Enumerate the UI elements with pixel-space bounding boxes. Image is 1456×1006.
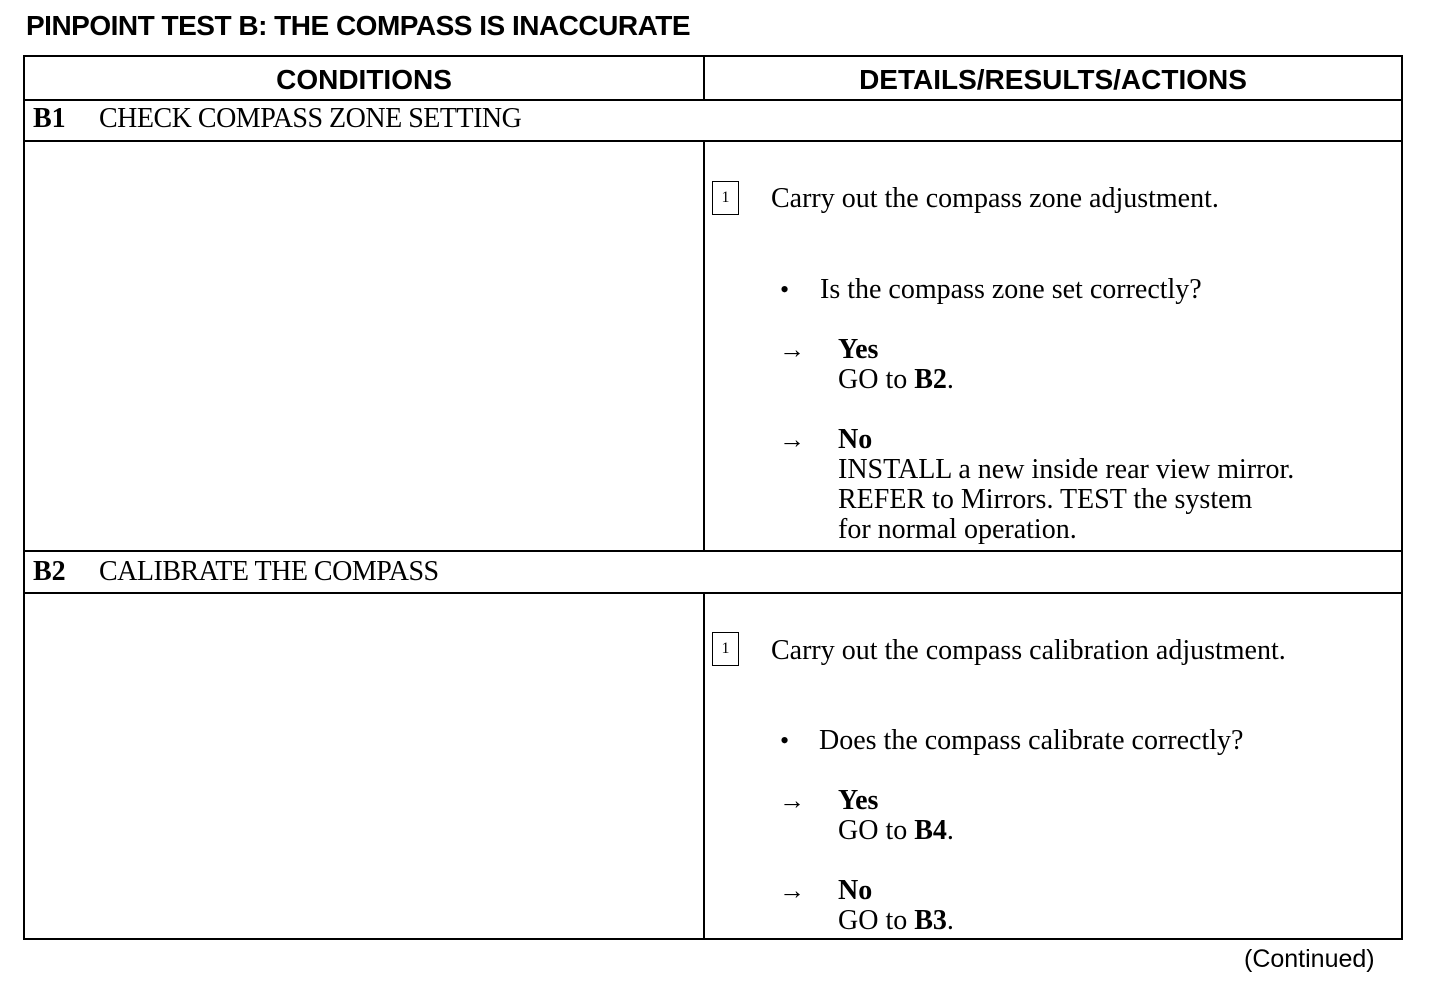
action-no-line-3: for normal operation. bbox=[838, 514, 1077, 545]
arrow-right-icon: → bbox=[779, 786, 805, 815]
arrow-right-icon: → bbox=[779, 876, 805, 905]
action-yes: GO to B4. bbox=[838, 815, 954, 846]
bullet-icon: • bbox=[780, 275, 790, 304]
goto-target: B4 bbox=[914, 815, 947, 846]
answer-no: No bbox=[838, 424, 873, 455]
arrow-right-icon: → bbox=[779, 425, 805, 454]
answer-no: No bbox=[838, 875, 873, 906]
step-b2-details bbox=[705, 594, 1401, 938]
step-b1-title: CHECK COMPASS ZONE SETTING bbox=[99, 103, 522, 134]
step-b1-row bbox=[25, 99, 1401, 139]
step-b1-details bbox=[705, 142, 1401, 550]
action-no: GO to B3. bbox=[838, 905, 954, 936]
step-b1-instruction: Carry out the compass zone adjustment. bbox=[771, 183, 1219, 214]
arrow-right-icon: → bbox=[779, 335, 805, 364]
answer-yes: Yes bbox=[838, 334, 879, 365]
step-number-box: 1 bbox=[712, 632, 739, 666]
step-b2-question: Does the compass calibrate correctly? bbox=[819, 725, 1244, 756]
step-b1-id: B1 bbox=[33, 103, 66, 134]
continued-note: (Continued) bbox=[1244, 945, 1375, 973]
step-b2-instruction: Carry out the compass calibration adjustment. bbox=[771, 635, 1286, 666]
goto-target: B3 bbox=[914, 905, 947, 936]
step-b1-question: Is the compass zone set correctly? bbox=[820, 274, 1202, 305]
step-b2-row bbox=[25, 552, 1401, 592]
details-header: DETAILS/RESULTS/ACTIONS bbox=[859, 64, 1247, 95]
page-title: PINPOINT TEST B: THE COMPASS IS INACCURATE bbox=[26, 10, 690, 41]
step-number-box: 1 bbox=[712, 181, 739, 215]
step-b2-title: CALIBRATE THE COMPASS bbox=[99, 556, 439, 587]
goto-target: B2 bbox=[914, 364, 947, 395]
action-no-line-1: INSTALL a new inside rear view mirror. bbox=[838, 454, 1295, 485]
answer-yes: Yes bbox=[838, 785, 879, 816]
pinpoint-test-table bbox=[23, 55, 1403, 940]
bullet-icon: • bbox=[780, 726, 790, 755]
action-yes: GO to B2. bbox=[838, 364, 954, 395]
step-b2-id: B2 bbox=[33, 556, 66, 587]
conditions-header: CONDITIONS bbox=[276, 64, 452, 95]
action-no-line-2: REFER to Mirrors. TEST the system bbox=[838, 484, 1253, 515]
